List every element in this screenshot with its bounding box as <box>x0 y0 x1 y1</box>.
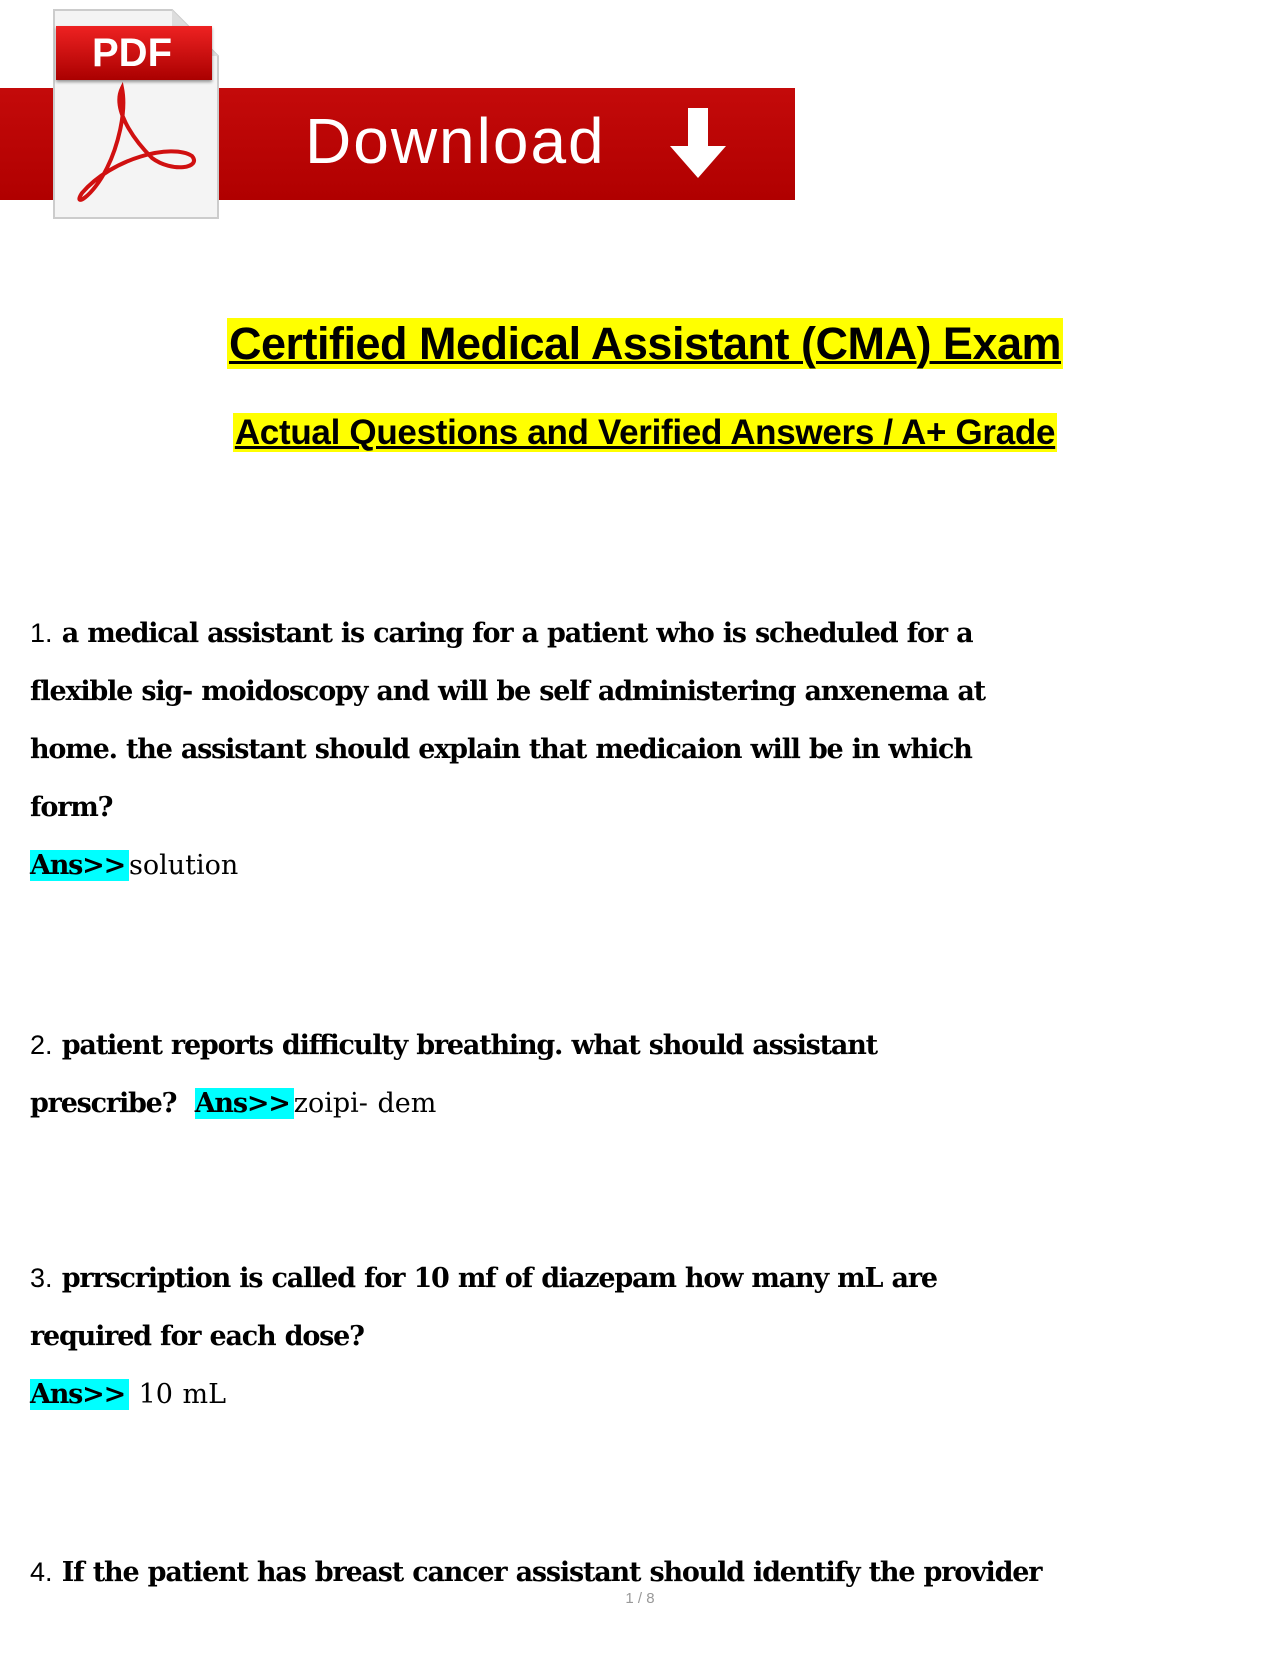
question-text: patient reports difficulty breathing. what should assistant <box>61 1030 877 1061</box>
question-text: flexible sig- moidoscopy and will be self administering anxenema at <box>30 676 985 707</box>
question-1 <box>30 604 1230 895</box>
document-subtitle <box>0 413 1280 453</box>
download-label[interactable]: Download <box>305 105 606 177</box>
document-title <box>0 318 1280 370</box>
download-arrow-icon <box>670 108 726 178</box>
question-number: 4. <box>30 1557 53 1587</box>
answer-text: zoipi- dem <box>293 1088 437 1119</box>
answer-text: solution <box>129 850 239 881</box>
question-text: form? <box>30 792 113 823</box>
title-text: Certified Medical Assistant (CMA) Exam <box>228 318 1062 369</box>
question-text: prescribe? <box>30 1088 186 1119</box>
answer-label: Ans>> <box>195 1088 294 1119</box>
page-indicator: 1 / 8 <box>625 1590 655 1607</box>
question-text: prrscription is called for 10 mf of diazepam how many mL are <box>61 1263 937 1294</box>
question-text: a medical assistant is caring for a patient who is scheduled for a <box>61 618 973 649</box>
subtitle-text: Actual Questions and Verified Answers / A+ Grade <box>234 413 1056 452</box>
pdf-document-icon <box>52 8 222 222</box>
question-number: 3. <box>30 1263 53 1293</box>
question-3 <box>30 1249 1230 1424</box>
answer-label: Ans>> <box>30 1379 129 1410</box>
pdf-download-banner[interactable] <box>0 0 800 230</box>
answer-label: Ans>> <box>30 850 129 881</box>
question-number: 1. <box>30 618 53 648</box>
question-2 <box>30 1016 1230 1133</box>
pdf-label: PDF <box>56 26 212 80</box>
question-text: If the patient has breast cancer assistant should identify the provider <box>61 1557 1042 1588</box>
question-number: 2. <box>30 1030 53 1060</box>
question-text: home. the assistant should explain that medicaion will be in which <box>30 734 972 765</box>
question-text: required for each dose? <box>30 1321 364 1352</box>
answer-text: 10 mL <box>129 1379 227 1410</box>
